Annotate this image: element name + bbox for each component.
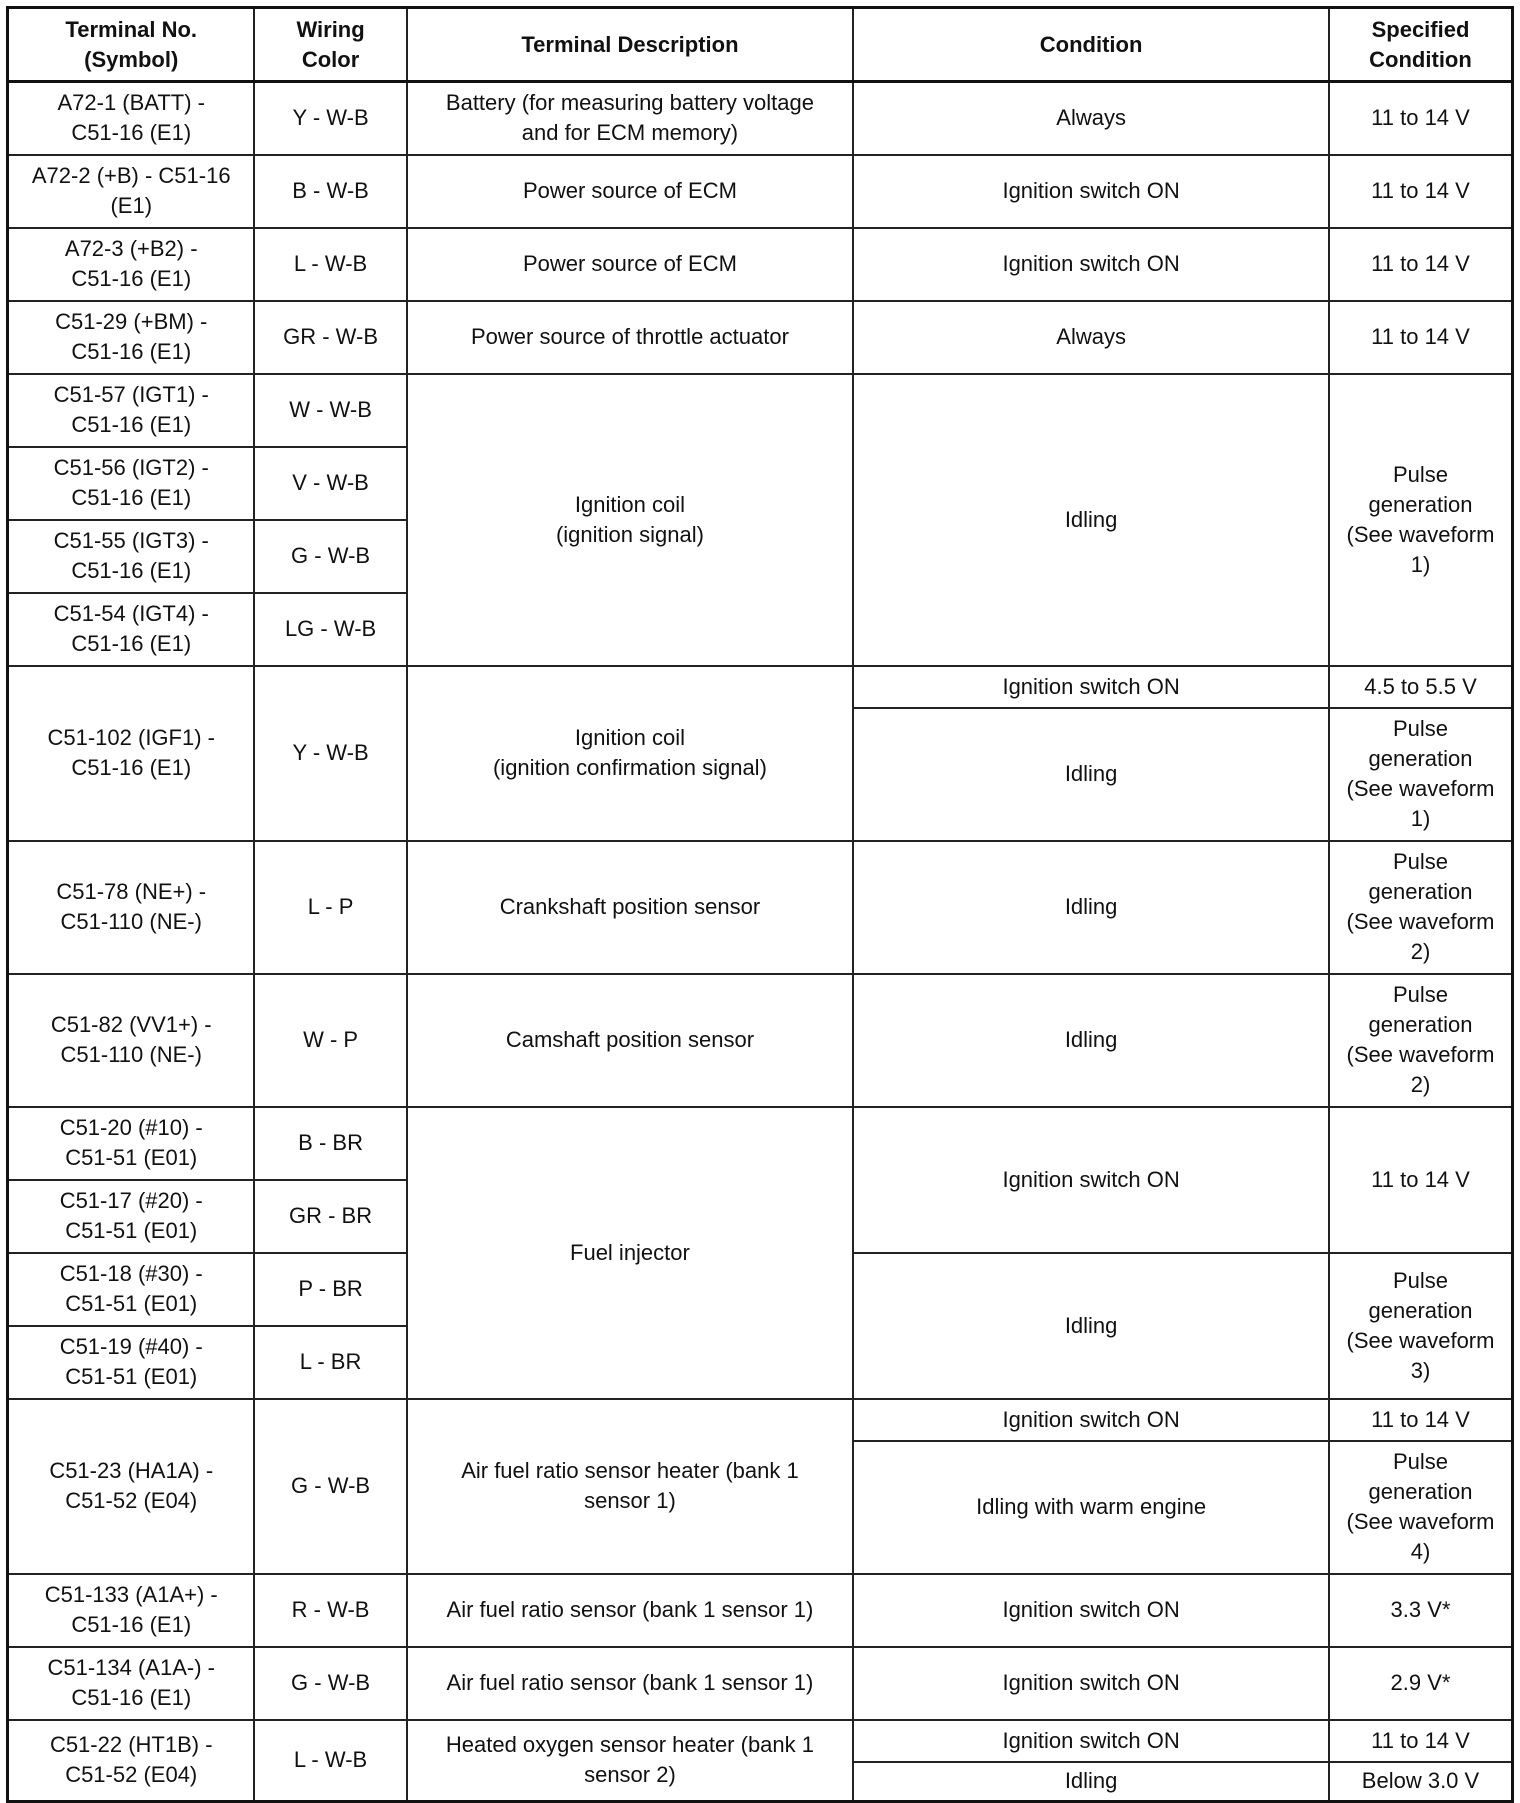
cell-description: Crankshaft position sensor — [407, 841, 854, 974]
cell-description: Ignition coil (ignition confirmation signal) — [407, 666, 854, 841]
cell-condition: Idling — [853, 841, 1329, 974]
header-row — [8, 8, 1513, 82]
cell-terminal: C51-18 (#30) - C51-51 (E01) — [8, 1253, 255, 1326]
cell-terminal: C51-22 (HT1B) - C51-52 (E04) — [8, 1720, 255, 1802]
cell-wiring-color: LG - W-B — [254, 593, 406, 666]
cell-description: Air fuel ratio sensor (bank 1 sensor 1) — [407, 1647, 854, 1720]
cell-terminal: A72-2 (+B) - C51-16 (E1) — [8, 155, 255, 228]
cell-condition: Ignition switch ON — [853, 666, 1329, 708]
table-row — [8, 374, 1513, 447]
cell-specified: 4.5 to 5.5 V — [1329, 666, 1513, 708]
cell-condition: Idling — [853, 374, 1329, 666]
cell-terminal: C51-57 (IGT1) - C51-16 (E1) — [8, 374, 255, 447]
table-row — [8, 841, 1513, 974]
cell-wiring-color: Y - W-B — [254, 666, 406, 841]
table-row — [8, 1574, 1513, 1647]
cell-specified: Pulse generation (See waveform 4) — [1329, 1441, 1513, 1574]
cell-specified: 11 to 14 V — [1329, 228, 1513, 301]
cell-wiring-color: L - W-B — [254, 228, 406, 301]
cell-condition: Ignition switch ON — [853, 1107, 1329, 1253]
cell-specified: Pulse generation (See waveform 3) — [1329, 1253, 1513, 1399]
table-row — [8, 301, 1513, 374]
cell-terminal: C51-19 (#40) - C51-51 (E01) — [8, 1326, 255, 1399]
cell-specified: Below 3.0 V — [1329, 1762, 1513, 1802]
table-row — [8, 1720, 1513, 1762]
header-wiring-color: Wiring Color — [254, 8, 406, 82]
page — [6, 6, 1514, 1792]
cell-condition: Ignition switch ON — [853, 155, 1329, 228]
cell-condition: Ignition switch ON — [853, 1399, 1329, 1441]
cell-wiring-color: GR - BR — [254, 1180, 406, 1253]
cell-terminal: C51-134 (A1A-) - C51-16 (E1) — [8, 1647, 255, 1720]
cell-terminal: C51-78 (NE+) - C51-110 (NE-) — [8, 841, 255, 974]
cell-wiring-color: L - P — [254, 841, 406, 974]
cell-wiring-color: G - W-B — [254, 520, 406, 593]
cell-wiring-color: G - W-B — [254, 1647, 406, 1720]
header-condition: Condition — [853, 8, 1329, 82]
cell-condition: Ignition switch ON — [853, 1647, 1329, 1720]
ecm-terminal-table — [6, 6, 1514, 1803]
cell-specified: 11 to 14 V — [1329, 1399, 1513, 1441]
cell-condition: Ignition switch ON — [853, 228, 1329, 301]
cell-terminal: A72-3 (+B2) - C51-16 (E1) — [8, 228, 255, 301]
cell-description: Air fuel ratio sensor (bank 1 sensor 1) — [407, 1574, 854, 1647]
cell-wiring-color: V - W-B — [254, 447, 406, 520]
cell-wiring-color: B - BR — [254, 1107, 406, 1180]
table-row — [8, 82, 1513, 155]
cell-wiring-color: Y - W-B — [254, 82, 406, 155]
cell-description: Battery (for measuring battery voltage and for ECM memory) — [407, 82, 854, 155]
cell-wiring-color: B - W-B — [254, 155, 406, 228]
cell-description: Power source of ECM — [407, 228, 854, 301]
cell-condition: Ignition switch ON — [853, 1574, 1329, 1647]
cell-wiring-color: L - BR — [254, 1326, 406, 1399]
table-row — [8, 228, 1513, 301]
header-specified-condition: Specified Condition — [1329, 8, 1513, 82]
cell-wiring-color: GR - W-B — [254, 301, 406, 374]
cell-specified: 11 to 14 V — [1329, 82, 1513, 155]
cell-wiring-color: P - BR — [254, 1253, 406, 1326]
cell-wiring-color: L - W-B — [254, 1720, 406, 1802]
table-row — [8, 1399, 1513, 1441]
cell-specified: 11 to 14 V — [1329, 155, 1513, 228]
cell-condition: Ignition switch ON — [853, 1720, 1329, 1762]
cell-terminal: C51-82 (VV1+) - C51-110 (NE-) — [8, 974, 255, 1107]
cell-specified: Pulse generation (See waveform 1) — [1329, 708, 1513, 841]
cell-description: Camshaft position sensor — [407, 974, 854, 1107]
cell-terminal: C51-29 (+BM) - C51-16 (E1) — [8, 301, 255, 374]
cell-specified: 3.3 V* — [1329, 1574, 1513, 1647]
cell-specified: Pulse generation (See waveform 2) — [1329, 841, 1513, 974]
cell-description: Power source of throttle actuator — [407, 301, 854, 374]
cell-description: Ignition coil (ignition signal) — [407, 374, 854, 666]
cell-terminal: C51-133 (A1A+) - C51-16 (E1) — [8, 1574, 255, 1647]
cell-condition: Idling — [853, 708, 1329, 841]
cell-specified: 11 to 14 V — [1329, 301, 1513, 374]
cell-specified: 2.9 V* — [1329, 1647, 1513, 1720]
cell-terminal: C51-23 (HA1A) - C51-52 (E04) — [8, 1399, 255, 1574]
cell-wiring-color: G - W-B — [254, 1399, 406, 1574]
cell-terminal: C51-55 (IGT3) - C51-16 (E1) — [8, 520, 255, 593]
cell-specified: Pulse generation (See waveform 1) — [1329, 374, 1513, 666]
table-row — [8, 1107, 1513, 1180]
cell-condition: Idling with warm engine — [853, 1441, 1329, 1574]
cell-terminal: A72-1 (BATT) - C51-16 (E1) — [8, 82, 255, 155]
cell-condition: Always — [853, 301, 1329, 374]
cell-wiring-color: R - W-B — [254, 1574, 406, 1647]
cell-description: Fuel injector — [407, 1107, 854, 1399]
cell-condition: Always — [853, 82, 1329, 155]
cell-description: Air fuel ratio sensor heater (bank 1 sensor 1) — [407, 1399, 854, 1574]
table-row — [8, 155, 1513, 228]
cell-condition: Idling — [853, 974, 1329, 1107]
cell-specified: 11 to 14 V — [1329, 1107, 1513, 1253]
cell-terminal: C51-20 (#10) - C51-51 (E01) — [8, 1107, 255, 1180]
cell-terminal: C51-17 (#20) - C51-51 (E01) — [8, 1180, 255, 1253]
cell-wiring-color: W - P — [254, 974, 406, 1107]
table-row — [8, 1647, 1513, 1720]
header-terminal: Terminal No. (Symbol) — [8, 8, 255, 82]
cell-description: Heated oxygen sensor heater (bank 1 sensor 2) — [407, 1720, 854, 1802]
table-row — [8, 666, 1513, 708]
cell-wiring-color: W - W-B — [254, 374, 406, 447]
cell-terminal: C51-56 (IGT2) - C51-16 (E1) — [8, 447, 255, 520]
cell-condition: Idling — [853, 1762, 1329, 1802]
header-terminal-description: Terminal Description — [407, 8, 854, 82]
table-row — [8, 974, 1513, 1107]
cell-condition: Idling — [853, 1253, 1329, 1399]
cell-description: Power source of ECM — [407, 155, 854, 228]
cell-terminal: C51-54 (IGT4) - C51-16 (E1) — [8, 593, 255, 666]
cell-terminal: C51-102 (IGF1) - C51-16 (E1) — [8, 666, 255, 841]
cell-specified: Pulse generation (See waveform 2) — [1329, 974, 1513, 1107]
cell-specified: 11 to 14 V — [1329, 1720, 1513, 1762]
